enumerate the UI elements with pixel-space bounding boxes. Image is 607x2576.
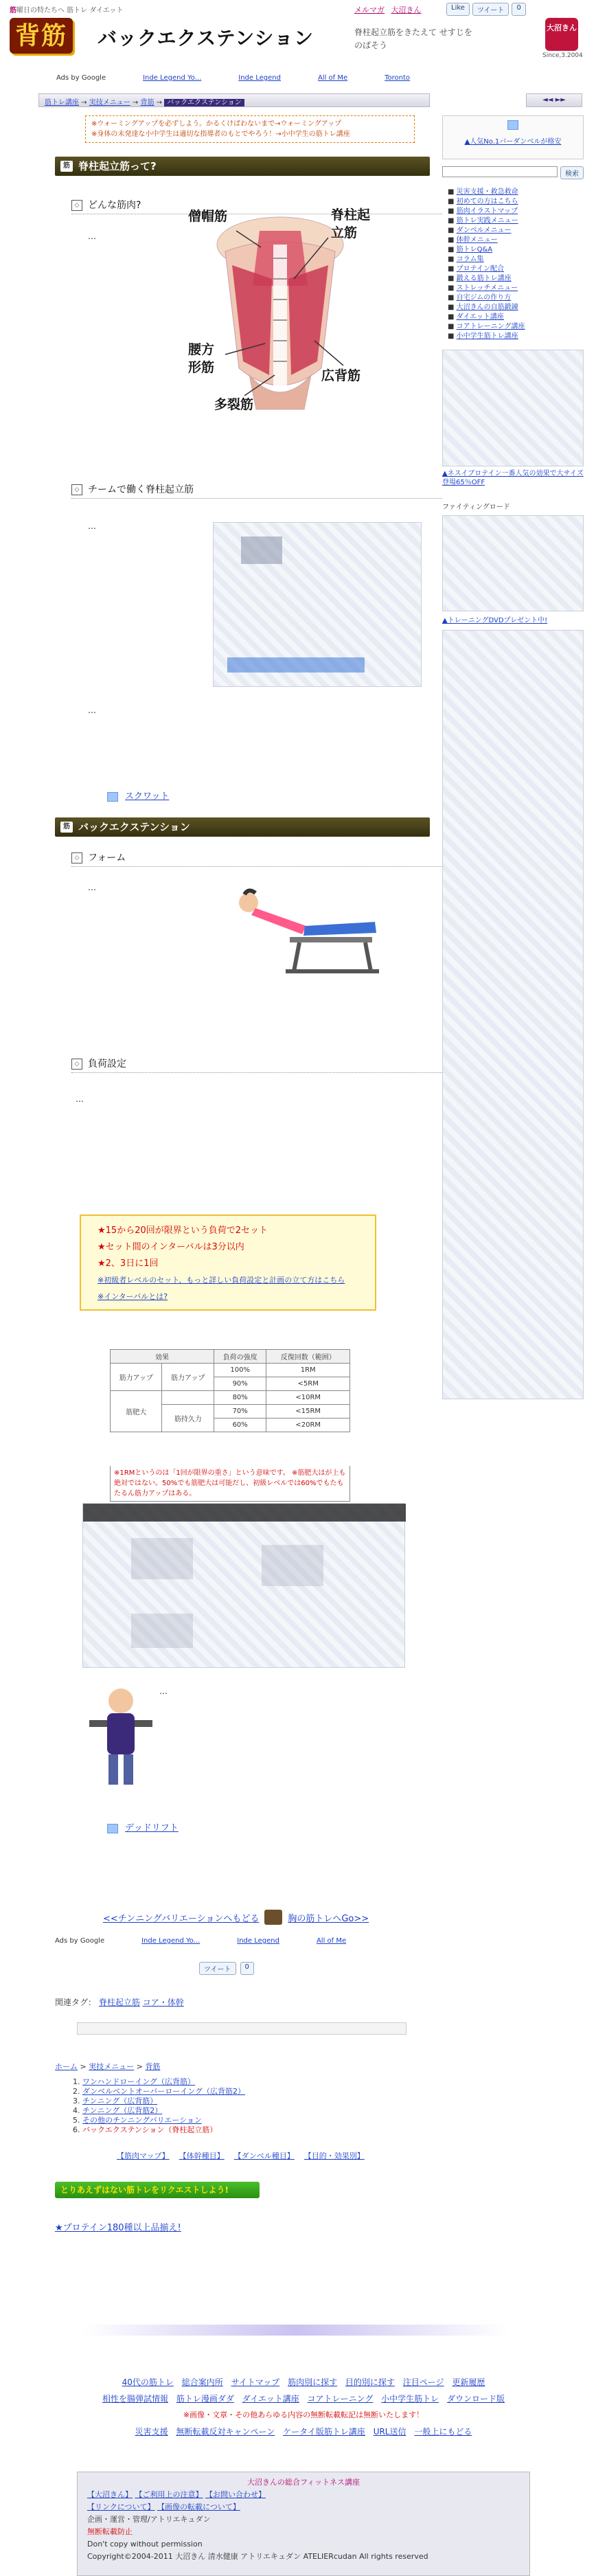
label-quadratus-lumborum: 腰方形筋 <box>188 342 215 375</box>
table-cell: 筋力アップ <box>111 1364 162 1391</box>
main-content <box>47 115 431 143</box>
load-intensity-table <box>110 1349 350 1432</box>
footer-link[interactable]: コアトレーニング <box>307 2394 374 2404</box>
cat-link[interactable]: 【筋肉マップ】 <box>117 2151 170 2160</box>
footer-box-link[interactable]: 【画像の転載について】 <box>157 2502 240 2511</box>
tag-link[interactable]: 脊柱起立筋 <box>98 1998 140 2007</box>
table-note: ※1RMというのは「1回が限界の重さ」という意味です。 ※筋肥大はが上も絶対ではない。50%でも筋肥大は可能だし、初級レベルでは60%でもたもたるん筋力アップはある。 <box>110 1466 350 1502</box>
ad-link-1[interactable]: Inde Legend Yo... <box>143 74 202 82</box>
sidebar-item[interactable]: ■ 自宅ジムの作り方 <box>448 294 512 302</box>
share-buttons <box>446 3 526 16</box>
protein-promo <box>55 2220 181 2233</box>
tag-link[interactable]: コア・体幹 <box>142 1998 184 2007</box>
footer-link[interactable]: 注目ページ <box>402 2377 444 2387</box>
table-header: 負荷の強度 <box>214 1350 266 1364</box>
dvd-promo-link[interactable]: ▲トレーニングDVDプレゼント中! <box>442 617 548 624</box>
tweet-count: 0 <box>512 3 525 16</box>
sidebar-ads-column-blurred[interactable] <box>442 630 584 1399</box>
sub-heading-text: フォーム <box>88 852 126 863</box>
table-header: 効果 <box>111 1350 214 1364</box>
sidebar-item[interactable]: ■ 体幹メニュー <box>448 236 498 244</box>
sidebar-product-ad-blurred[interactable] <box>442 350 584 466</box>
section-title: 脊柱起立筋って? <box>78 160 157 172</box>
table-cell: <10RM <box>266 1391 350 1405</box>
table-row <box>111 1391 350 1405</box>
sidebar-item[interactable]: ■ コラム集 <box>448 256 484 263</box>
ad-link-2[interactable]: Inde Legend <box>238 74 281 82</box>
table-cell: 100% <box>214 1364 266 1377</box>
list-item-link[interactable]: ワンハンドローイング（広背筋） <box>82 2077 196 2086</box>
sub-heading-icon: ◇ <box>71 852 82 863</box>
cat-link[interactable]: 【体幹種目】 <box>179 2151 225 2160</box>
site-logo[interactable] <box>10 18 91 58</box>
label-multifidus: 多裂筋 <box>214 397 254 412</box>
footer-row-3 <box>14 2424 593 2440</box>
ad-link-5[interactable]: Inde Legend Yo... <box>141 1937 201 1945</box>
mascot-badge[interactable]: 大沼きん <box>545 18 578 51</box>
next-arrow-icon <box>264 1910 282 1925</box>
sidebar-item[interactable]: ■ 筋肉イラストマップ <box>448 207 518 215</box>
footer-box-link[interactable]: 【お問い合わせ】 <box>205 2490 266 2499</box>
dumbbell-ad-link[interactable]: ▲人気No.1バーダンベルが格安 <box>464 138 562 146</box>
tagline-text: 曜日の特たちへ 筋トレ ダイエット <box>16 7 124 14</box>
mailmag-link[interactable]: メルマガ <box>354 5 385 14</box>
onuma-link[interactable]: 大沼きん <box>391 5 422 14</box>
list-item[interactable] <box>82 2116 245 2125</box>
sub-heading-icon: ◇ <box>71 1059 82 1070</box>
exercise-list <box>69 2077 245 2135</box>
site-header <box>0 0 607 66</box>
footer-link[interactable]: 無断転載反対キャンペーン <box>176 2427 275 2437</box>
like-button[interactable]: Like <box>446 3 470 16</box>
footer-divider <box>82 2325 508 2336</box>
sub-heading-teamwork <box>71 481 442 499</box>
warning-notice <box>85 115 415 143</box>
tagline <box>10 4 124 14</box>
sub-heading-text: 負荷設定 <box>88 1059 126 1070</box>
sidebar-item-label[interactable]: ダンベルメニュー <box>456 227 512 234</box>
label-trapezius: 僧帽筋 <box>188 209 228 224</box>
ads-by-google: Ads by Google <box>56 74 106 82</box>
site-search <box>442 166 584 179</box>
prev-page-link[interactable]: <<チンニングバリエーションへもどる <box>103 1913 260 1924</box>
copy-en-text: Don't copy without permission <box>87 2540 203 2549</box>
table-cell <box>162 1391 214 1405</box>
category-links <box>117 2150 365 2161</box>
sidebar-item[interactable]: ■ 大沼きんの自筋鍛錬 <box>448 304 518 311</box>
footer-link[interactable]: 40代の筋トレ <box>122 2377 174 2387</box>
footer-box-links-2 <box>87 2501 520 2513</box>
footer-link[interactable]: 目的別に探す <box>345 2377 395 2387</box>
load-line-3: ★2、3日に1回 <box>98 1258 159 1269</box>
ad-image-icon <box>507 120 518 130</box>
list-item-link[interactable]: その他のチンニングバリエーション <box>82 2116 202 2125</box>
sidebar-item[interactable]: ■ 災害支援・救急救命 <box>448 188 518 196</box>
tweet-button-2[interactable]: ツイート <box>199 1962 236 1975</box>
footer-link[interactable]: 一般上にもどる <box>414 2427 472 2437</box>
label-latissimus: 広背筋 <box>321 368 361 383</box>
table-row <box>111 1364 350 1377</box>
sidebar-item-label[interactable]: コラム集 <box>456 256 484 263</box>
summary-paragraph: … <box>159 1686 168 1696</box>
sidebar-item[interactable]: ■ ストレッチメニュー <box>448 284 518 292</box>
sidebar-item-label[interactable]: 筋トレ実践メニュー <box>456 217 518 225</box>
footer-info-box <box>77 2472 530 2576</box>
deadlift-link[interactable]: デッドリフト <box>125 1823 179 1833</box>
sub-heading-load <box>71 1055 442 1073</box>
prev-next-nav <box>103 1910 369 1925</box>
squat-photo-blurred <box>213 522 422 687</box>
section-icon: 筋 <box>60 822 73 833</box>
sidebar-item-label[interactable]: 初めての方はこちら <box>456 198 518 205</box>
breadcrumb-bottom: ホーム > 実技メニュー > 背筋 <box>55 2062 161 2071</box>
cat-link[interactable]: 【目的・効果別】 <box>304 2151 365 2160</box>
form-paragraph: … <box>88 883 96 892</box>
table-header: 反復回数（範囲） <box>266 1350 350 1364</box>
sidebar-item-label[interactable]: 大沼きんの自筋鍛錬 <box>456 304 518 311</box>
teamwork-paragraph: … <box>88 521 96 531</box>
intro-paragraph: … <box>88 231 96 241</box>
teamwork-paragraph-2: … <box>88 705 96 715</box>
ad-link-6[interactable]: Inde Legend <box>237 1937 279 1945</box>
sidebar-ad-dumbbell[interactable] <box>442 115 584 159</box>
sub-heading-text: チームで働く脊柱起立筋 <box>88 484 194 495</box>
variation-photos-blurred <box>82 1503 405 1668</box>
footer-link[interactable]: 小中学生筋トレ <box>381 2394 439 2404</box>
sidebar-item[interactable]: ■ ダイエット講座 <box>448 313 504 321</box>
interval-link[interactable]: ※インターバルとは? <box>98 1292 168 1301</box>
ad-link-7[interactable]: All of Me <box>316 1937 347 1945</box>
site-title: バックエクステンション <box>98 27 314 49</box>
search-button[interactable]: 検索 <box>560 166 584 179</box>
table-cell: 60% <box>214 1419 266 1432</box>
tags-label: 関連タグ： <box>55 1998 97 2007</box>
mascot-dumbbell-illustration <box>87 1682 155 1792</box>
copyright-warning: ※画像・文章・その他あらゆる内容の無断転載転記は無断いたします！ <box>183 2410 424 2419</box>
breadcrumb-item[interactable]: 実技メニュー <box>89 99 130 106</box>
next-page-link[interactable]: 胸の筋トレへGo>> <box>288 1913 369 1924</box>
header-links <box>354 4 426 15</box>
sidebar-item-label[interactable]: ストレッチメニュー <box>456 284 518 292</box>
section-icon: 筋 <box>60 161 73 172</box>
list-item[interactable] <box>82 2077 245 2087</box>
ad-link-4[interactable]: Toronto <box>385 74 411 82</box>
footer-link[interactable]: サイトマップ <box>231 2377 280 2387</box>
ad-strip[interactable] <box>77 2022 406 2035</box>
logo-text: 背筋 <box>10 18 73 54</box>
ad-row <box>56 74 455 82</box>
ad-link-3[interactable]: All of Me <box>317 74 348 82</box>
load-line-1: ★15から20回が限界という負荷で2セット <box>98 1225 268 1236</box>
protein-link[interactable]: ★プロテイン180種以上品揃え! <box>55 2223 181 2233</box>
list-item[interactable] <box>82 2106 245 2116</box>
list-item-link[interactable]: チンニング（広背筋2） <box>82 2106 163 2115</box>
section-heading-1 <box>55 157 430 176</box>
sidebar-item-label[interactable]: 鍛える筋トレ講座 <box>456 275 512 282</box>
related-icon <box>107 1824 118 1833</box>
sub-heading-form <box>71 849 442 867</box>
breadcrumb-item[interactable]: 筋トレ講座 <box>45 99 79 106</box>
sidebar <box>442 115 584 1399</box>
breadcrumb-item[interactable]: ホーム <box>55 2062 78 2071</box>
load-detail-link[interactable]: ※初級者レベルのセット、もっと詳しい負荷設定と計画の立て方はこちら <box>98 1276 345 1285</box>
footer-links <box>14 2374 593 2440</box>
share-row <box>199 1962 254 1975</box>
sub-heading-icon: ◇ <box>71 484 82 495</box>
related-squat[interactable] <box>107 789 169 802</box>
cat-link[interactable]: 【ダンベル種目】 <box>233 2151 295 2160</box>
footer-link[interactable]: 総合案内所 <box>181 2377 223 2387</box>
sidebar-item[interactable]: ■ コアトレーニング講座 <box>448 323 525 330</box>
sidebar-item[interactable]: ■ ダンベルメニュー <box>448 227 512 234</box>
table-cell: 80% <box>214 1391 266 1405</box>
sub-heading-text: どんな筋肉? <box>88 200 141 211</box>
company-text: 企画・運営・管理/アトリエキュダン <box>87 2515 211 2524</box>
tweet-count-2: 0 <box>240 1962 254 1975</box>
site-description: 脊柱起立筋をきたえて せすじをのばそう <box>354 27 472 50</box>
related-icon <box>107 792 118 802</box>
footer-row-1 <box>14 2374 593 2391</box>
breadcrumb-item[interactable]: 実技メニュー <box>89 2062 135 2071</box>
list-item-current: バックエクステンション（脊柱起立筋） <box>82 2125 218 2134</box>
since-text: Since,3.2004 <box>542 52 583 59</box>
table-cell: 70% <box>214 1405 266 1419</box>
table-cell: 筋持久力 <box>162 1405 214 1432</box>
sidebar-item[interactable]: ■ 筋トレQ&A <box>448 246 493 253</box>
sidebar-item-label[interactable]: ダイエット講座 <box>456 313 504 321</box>
footer-link[interactable]: 災害支援 <box>135 2427 168 2437</box>
list-item-link[interactable]: ダンベルベントオーバーローイング（広背筋2） <box>82 2087 246 2096</box>
request-button[interactable]: とりあえずはない筋トレをリクエストしよう! <box>55 2182 260 2198</box>
back-muscle-anatomy-figure <box>184 203 383 416</box>
copyright-text: Copyright©2004-2011 大沼きん 清水健康 アトリエキュダン ATELIERcudan All rights reserved <box>87 2552 428 2561</box>
search-input[interactable] <box>442 166 558 177</box>
sidebar-item-label[interactable]: コアトレーニング講座 <box>456 323 525 330</box>
page-nav-arrows[interactable]: ◄◄ ►► <box>526 93 582 107</box>
footer-box-link[interactable]: 【リンクについて】 <box>87 2502 155 2511</box>
footer-row-2 <box>14 2391 593 2407</box>
sidebar-menu <box>442 185 584 344</box>
list-item-link[interactable]: チンニング（広背筋） <box>82 2097 158 2105</box>
table-cell: <20RM <box>266 1419 350 1432</box>
no-reprint-text: 無断転載防止 <box>87 2527 133 2536</box>
list-item[interactable] <box>82 2097 245 2106</box>
fighting-road-label: ファイティングロード <box>442 504 510 511</box>
list-item[interactable] <box>82 2087 245 2097</box>
warmup-notice[interactable]: ※ウォーミングアップを必ずしよう。かるくけばわないまで→ウォーミングアップ <box>91 120 342 128</box>
section-title: バックエクステンション <box>78 821 190 833</box>
footer-link[interactable]: URL送信 <box>373 2427 406 2437</box>
tweet-button[interactable]: ツイート <box>472 3 509 16</box>
sidebar-item-label[interactable]: プロテイン配合 <box>456 265 504 273</box>
table-cell: <15RM <box>266 1405 350 1419</box>
sidebar-item[interactable]: ■ 小中学生筋トレ講座 <box>448 332 518 340</box>
footer-link[interactable]: ダイエット講座 <box>242 2394 299 2404</box>
label-erector-spinae: 脊柱起立筋 <box>331 207 371 240</box>
table-cell: 1RM <box>266 1364 350 1377</box>
load-summary-box <box>80 1214 376 1311</box>
sub-heading-icon: ◇ <box>71 200 82 211</box>
table-cell: <5RM <box>266 1377 350 1391</box>
ad-row-2 <box>55 1937 453 1945</box>
footer-box-link[interactable]: 【ご利用上の注意】 <box>135 2490 203 2499</box>
load-paragraph: … <box>76 1094 84 1104</box>
footer-link[interactable]: 相性を腸弾試情報 <box>102 2394 168 2404</box>
footer-box-links <box>87 2489 520 2501</box>
minor-notice[interactable]: ※身体の未発達な小中学生は適切な指導者のもとでやろう！→小中学生の筋トレ講座 <box>91 131 350 138</box>
sidebar-item-label[interactable]: 体幹メニュー <box>456 236 498 244</box>
sidebar-ad-2-blurred[interactable] <box>442 515 584 611</box>
footer-box-link[interactable]: 【大沼きん】 <box>87 2490 133 2499</box>
footer-link[interactable]: ケータイ版筋トレ講座 <box>283 2427 365 2437</box>
list-item <box>82 2125 245 2135</box>
sidebar-item[interactable]: ■ プロテイン配合 <box>448 265 504 273</box>
table-cell: 90% <box>214 1377 266 1391</box>
tagline-mark: 筋 <box>10 7 16 14</box>
sidebar-item-label[interactable]: 筋トレQ&A <box>456 246 493 253</box>
footer-link[interactable]: ダウンロード版 <box>446 2394 505 2404</box>
breadcrumb-current: バックエクステンション <box>164 99 244 106</box>
sidebar-item[interactable]: ■ 初めての方はこちら <box>448 198 518 205</box>
section-heading-2 <box>55 817 430 837</box>
sidebar-item-label[interactable]: 自宅ジムの作り方 <box>456 294 512 302</box>
sidebar-item[interactable]: ■ 筋トレ実践メニュー <box>448 217 518 225</box>
load-line-2: ★セット間のインターバルは3分以内 <box>98 1242 244 1252</box>
table-cell: 筋肥大 <box>111 1391 162 1432</box>
table-cell: 筋力アップ <box>162 1364 214 1391</box>
sidebar-item-label[interactable]: 筋肉イラストマップ <box>456 207 518 215</box>
breadcrumb-item[interactable]: 背筋 <box>140 99 154 106</box>
sidebar-item[interactable]: ■ 鍛える筋トレ講座 <box>448 275 512 282</box>
sidebar-item-label[interactable]: 小中学生筋トレ講座 <box>456 332 518 340</box>
squat-link[interactable]: スクワット <box>125 791 170 802</box>
breadcrumb-item[interactable]: 背筋 <box>145 2062 161 2071</box>
related-deadlift[interactable] <box>107 1820 179 1833</box>
ads-by-google-2: Ads by Google <box>55 1937 105 1945</box>
sidebar-item-label[interactable]: 災害支援・救急救命 <box>456 188 518 196</box>
footer-link[interactable]: 更新履歴 <box>452 2377 485 2387</box>
footer-link[interactable]: 筋肉別に探す <box>288 2377 338 2387</box>
footer-link[interactable]: 筋トレ漫画ダダ <box>176 2394 234 2404</box>
related-tags <box>55 1996 184 2008</box>
footer-box-title: 大沼きんの総合フィットネス講座 <box>247 2478 360 2487</box>
back-extension-illustration <box>231 885 396 974</box>
protein-promo-link[interactable]: ▲ネスイブロテイン一番人気の効果で大サイズ登場65％OFF <box>442 470 584 486</box>
breadcrumb: 筋トレ講座 → 実技メニュー → 背筋 → バックエクステンション <box>38 93 430 107</box>
